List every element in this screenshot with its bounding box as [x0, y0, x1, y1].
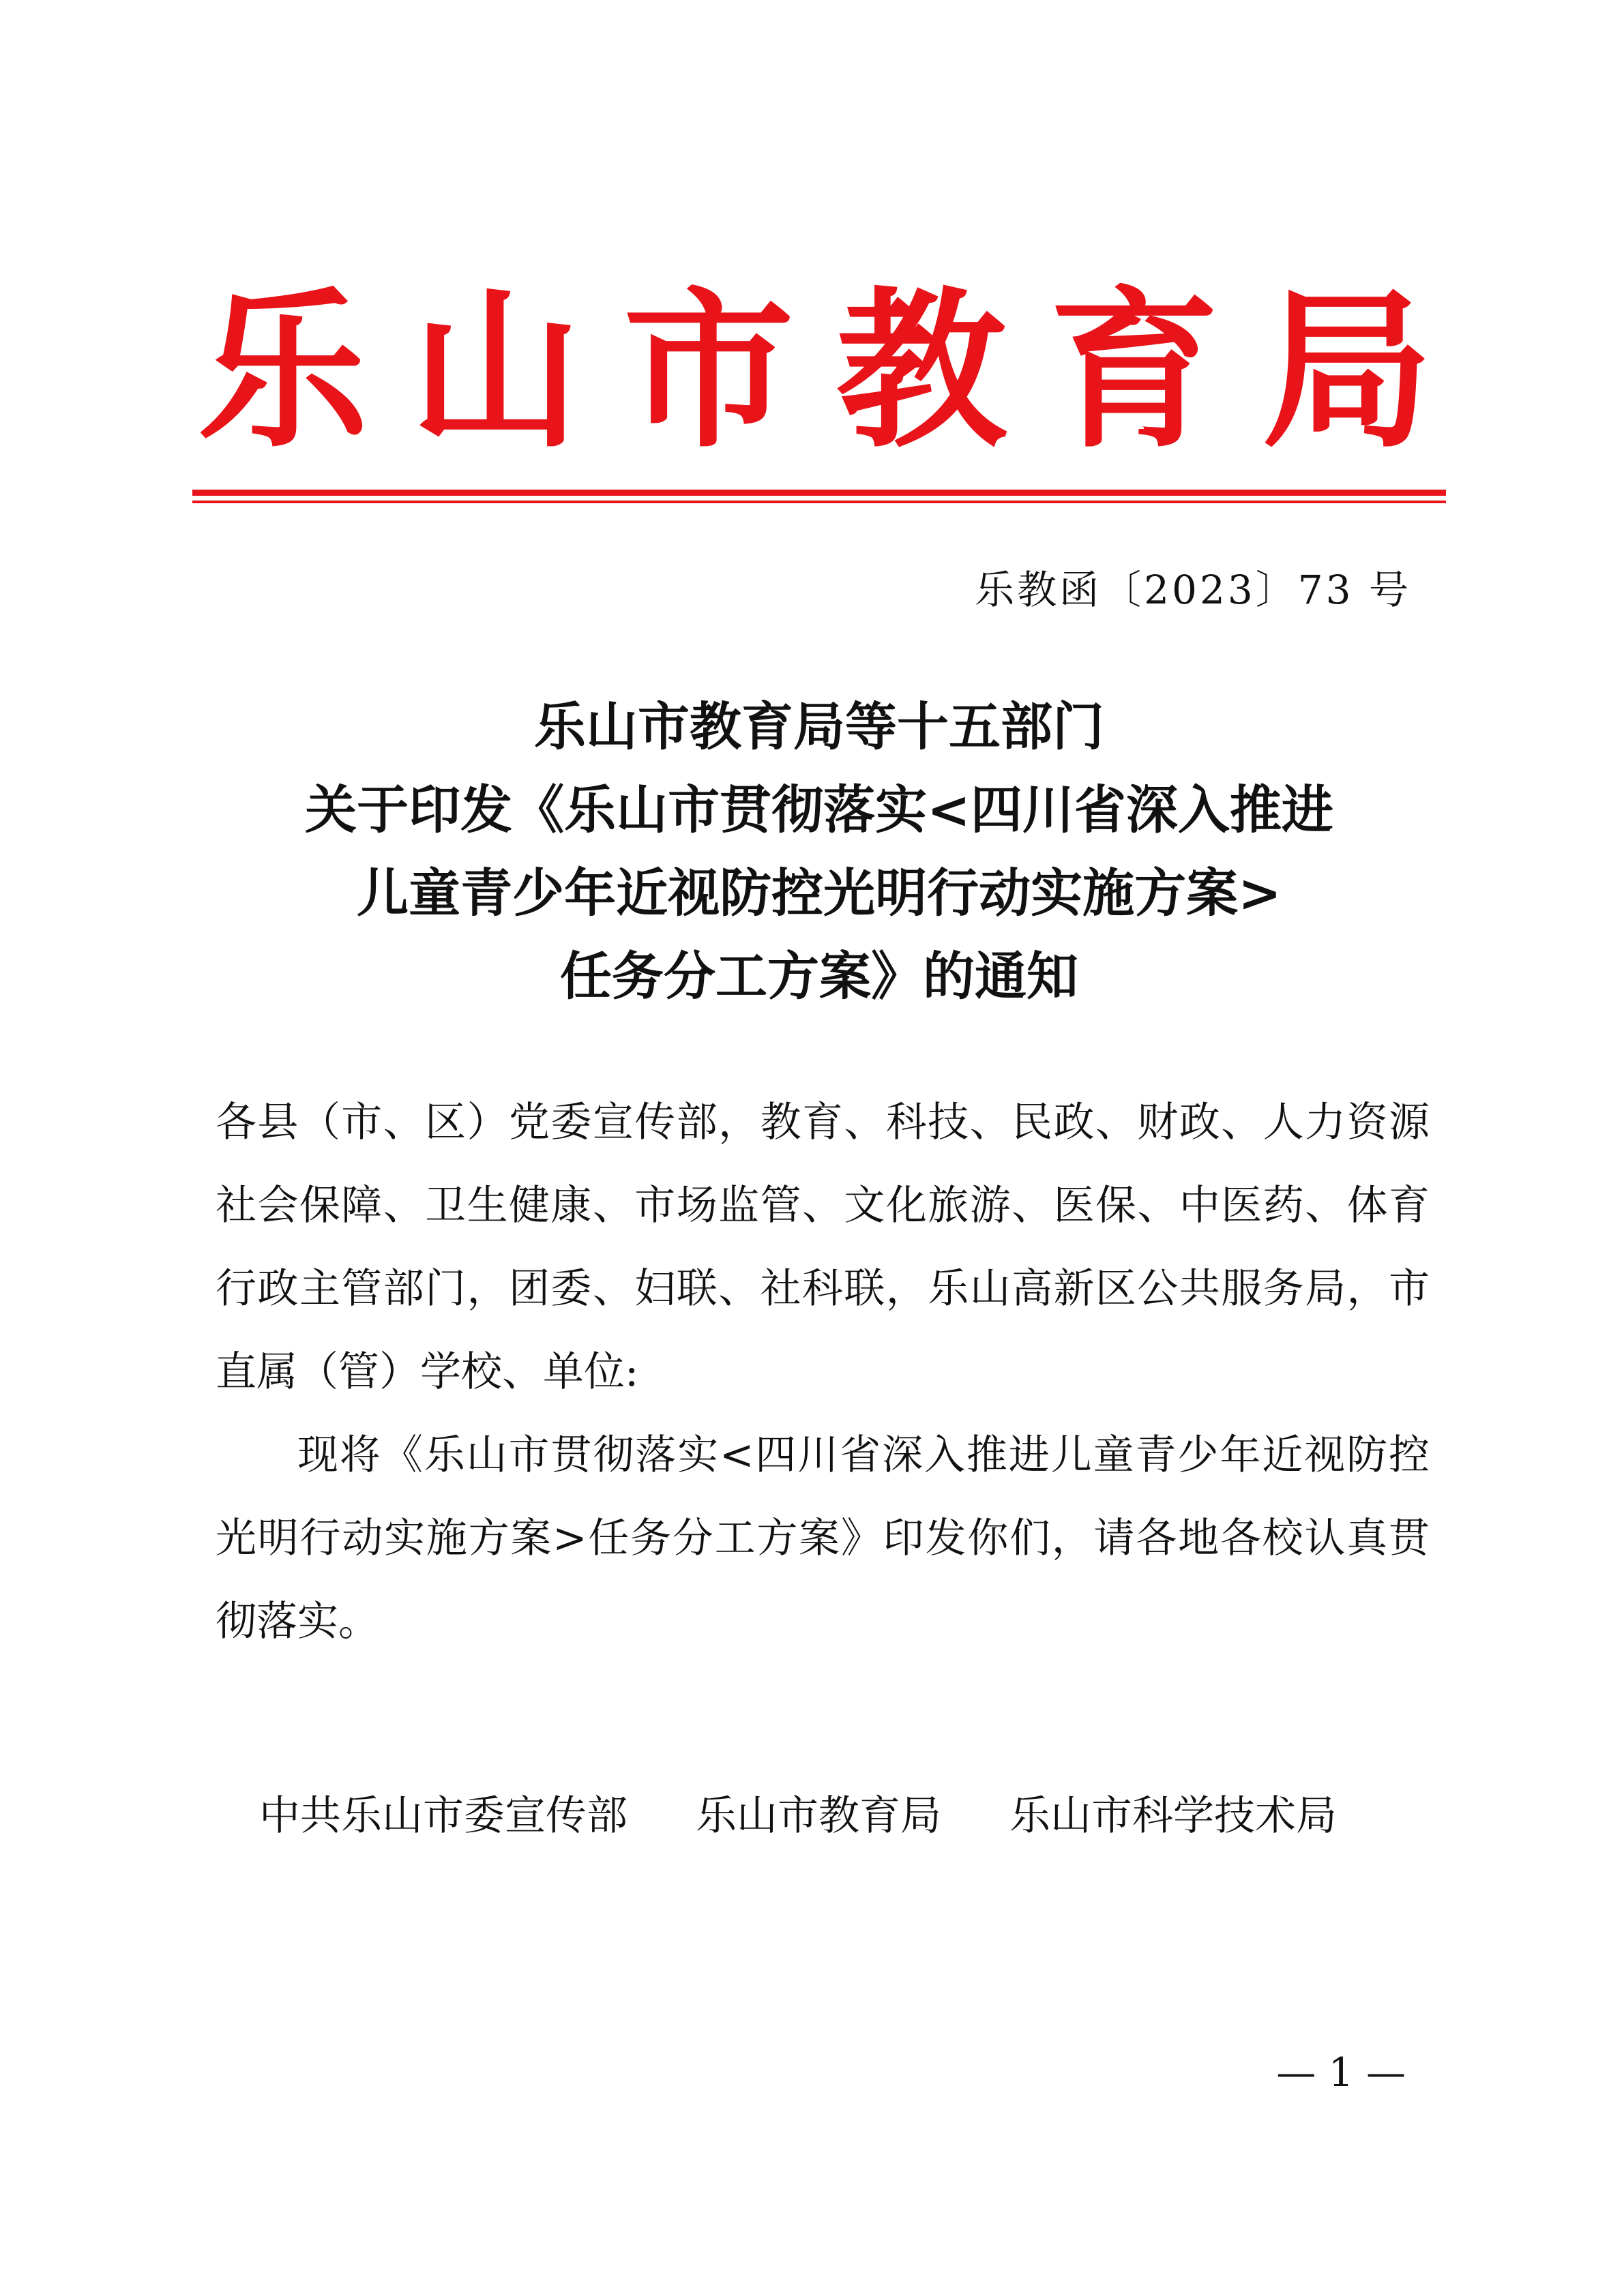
red-divider-thin	[192, 501, 1446, 503]
document-title	[192, 685, 1446, 1018]
document-number: 乐教函〔2023〕73 号	[975, 567, 1411, 613]
title-line: 任务分工方案》的通知	[560, 946, 1078, 1007]
signer-name: 中共乐山市委宣传部	[259, 1792, 628, 1840]
masthead-char: 局	[1262, 272, 1432, 471]
title-line: 乐山市教育局等十五部门	[534, 696, 1104, 757]
masthead-char: 山	[411, 272, 581, 471]
signer-name: 乐山市科学技术局	[1009, 1792, 1337, 1840]
masthead-char: 乐	[198, 272, 368, 471]
content-paragraph: 现将《乐山市贯彻落实<四川省深入推进儿童青少年近视防控光明行动实施方案>任务分工方案》印发你们，请各地各校认真贯彻落实。	[216, 1431, 1430, 1645]
signer-row	[259, 1783, 1432, 1842]
page-number: — 1 —	[1276, 2049, 1406, 2096]
title-line: 儿童青少年近视防控光明行动实施方案>	[357, 863, 1282, 923]
masthead-char: 育	[1049, 272, 1220, 471]
masthead-char: 教	[836, 272, 1007, 471]
masthead-org-name	[198, 269, 1432, 474]
signer-name: 乐山市教育局	[696, 1792, 941, 1840]
title-line: 关于印发《乐山市贯彻落实<四川省深入推进	[305, 779, 1333, 840]
document-body	[216, 1081, 1430, 1663]
addressee-paragraph: 各县（市、区）党委宣传部，教育、科技、民政、财政、人力资源社会保障、卫生健康、市场监管、文化旅游、医保、中医药、体育行政主管部门，团委、妇联、社科联，乐山高新区公共服务局，市直属（管）学校、单位:	[216, 1099, 1430, 1396]
red-divider-thick	[192, 490, 1446, 496]
masthead-char: 市	[623, 272, 794, 471]
